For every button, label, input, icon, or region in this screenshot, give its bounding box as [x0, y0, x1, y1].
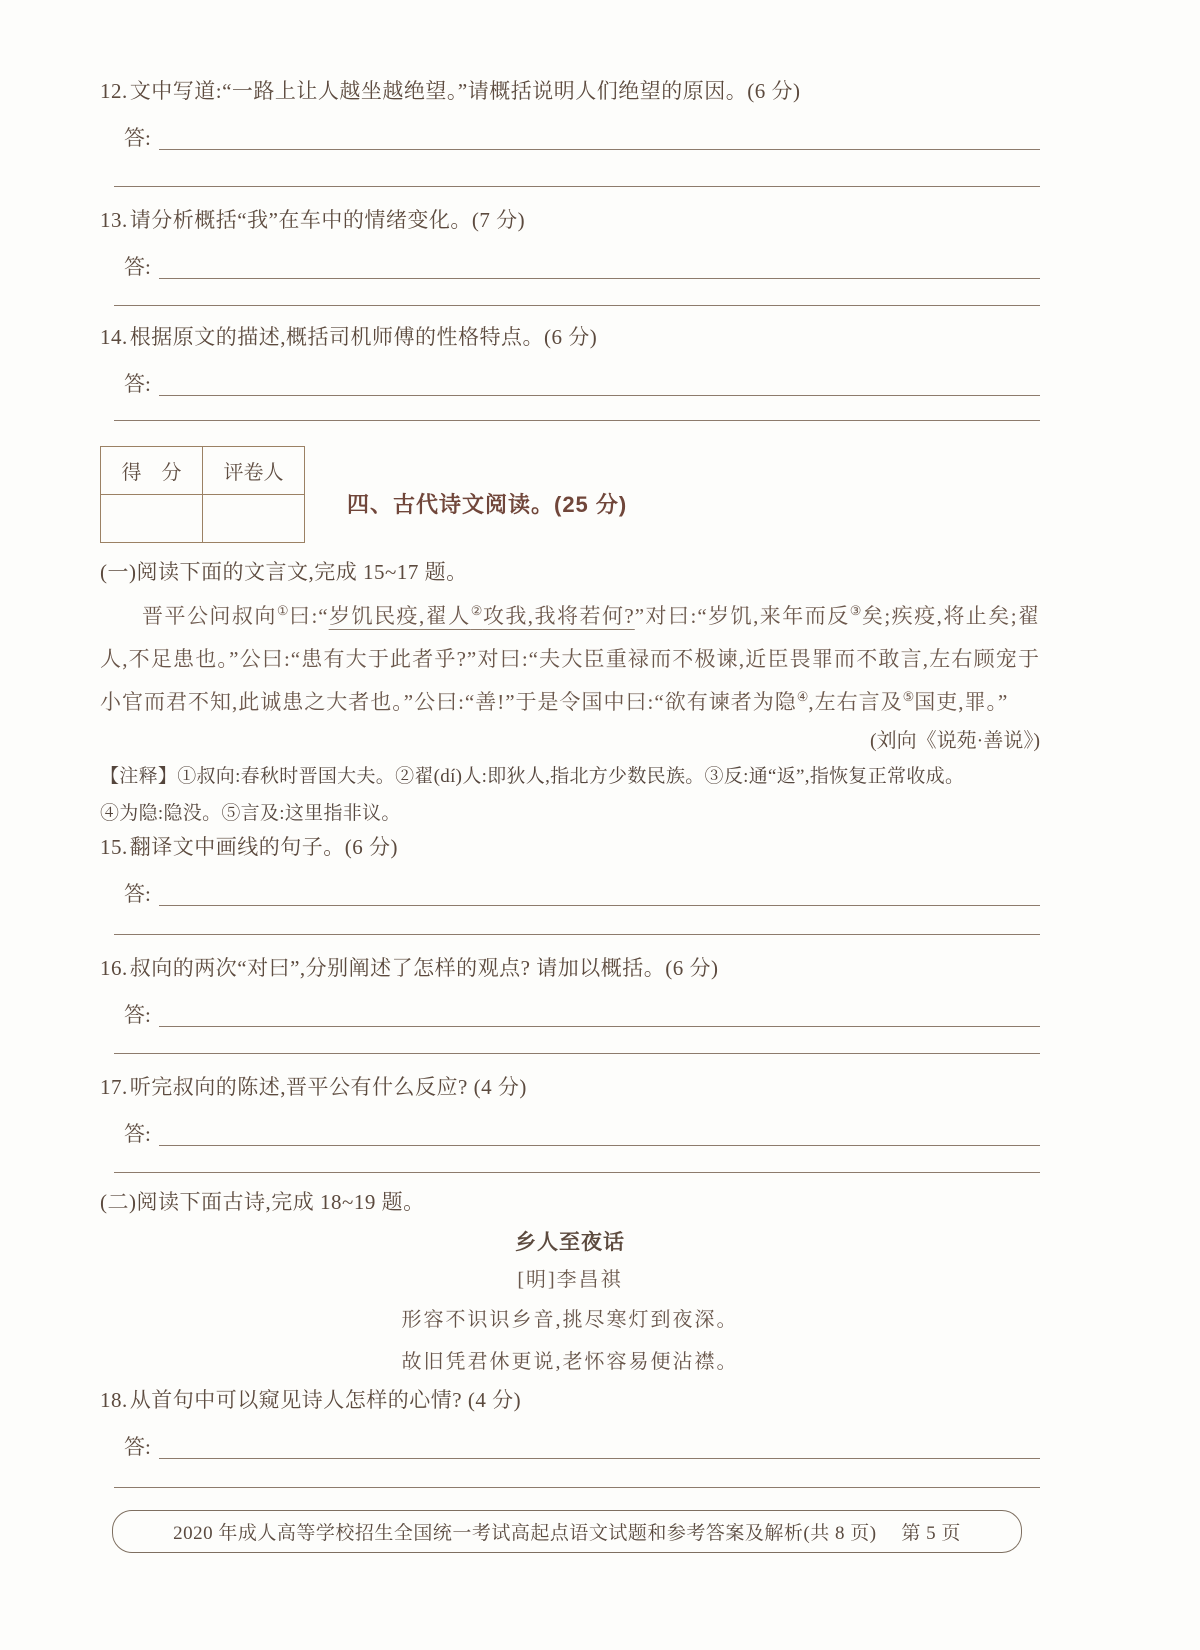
question-15-text: 翻译文中画线的句子。(6 分): [129, 835, 398, 859]
question-14-number: 14.: [100, 325, 128, 349]
answer-line: [114, 305, 1040, 306]
footnote-marker-4: ④: [796, 689, 809, 704]
question-17-answer-row: [124, 1112, 1040, 1146]
footer-text: 2020 年成人高等学校招生全国统一考试高起点语文试题和参考答案及解析(共 8 页) 第 5 页: [173, 1523, 961, 1544]
answer-line: [159, 361, 1040, 396]
answer-label: 答:: [124, 126, 151, 150]
question-17-number: 17.: [100, 1075, 128, 1099]
question-17-text: 听完叔向的陈述,晋平公有什么反应? (4 分): [129, 1075, 527, 1099]
answer-line: [159, 1111, 1040, 1146]
question-12-number: 12.: [100, 79, 128, 103]
poem-line-1: 形容不识识乡音,挑尽寒灯到夜深。: [401, 1309, 739, 1331]
score-header-cell: 得 分: [101, 447, 203, 495]
question-17: [100, 1072, 1040, 1102]
answer-label: 答:: [124, 1435, 151, 1459]
passage-text: 攻我,我将若何?: [482, 604, 635, 628]
question-13-number: 13.: [100, 208, 128, 232]
answer-line: [159, 115, 1040, 150]
page-content: [100, 0, 1040, 1553]
answer-line: [159, 244, 1040, 279]
question-15-answer-row: [124, 872, 1040, 906]
footnote-marker-2: ②: [470, 603, 483, 618]
poem-author: [明]李昌祺: [517, 1269, 623, 1291]
question-13-text: 请分析概括“我”在车中的情绪变化。(7 分): [129, 208, 526, 232]
grader-empty-cell: [203, 495, 305, 543]
question-14-text: 根据原文的描述,概括司机师傅的性格特点。(6 分): [129, 325, 598, 349]
question-12-answer-row: [124, 116, 1040, 150]
question-13-answer-row: [124, 245, 1040, 279]
passage-text: 矣;疾疫,将止矣;翟人,不足患也。”公曰:“患有大于此者乎?”对曰:“夫大臣重禄而不极谏,近臣畏罪而不敢言,左右顾宠于小官而君不知,此诚患之大者也。”公曰:“善!”于是令国中曰:“欲有谏者为隐: [100, 604, 1041, 714]
answer-line: [114, 420, 1040, 421]
section-header-row: [100, 446, 1040, 543]
question-13: [100, 205, 1040, 235]
passage-text: ”对曰:“岁饥,来年而反: [634, 604, 850, 628]
question-15: [100, 832, 1040, 862]
section-title: 四、古代诗文阅读。(25 分): [347, 492, 628, 517]
passage-note-2: ④为隐:隐没。⑤言及:这里指非议。: [100, 803, 401, 824]
question-18-text: 从首句中可以窥见诗人怎样的心情? (4 分): [129, 1388, 522, 1412]
answer-label: 答:: [124, 882, 151, 906]
underlined-sentence: [329, 604, 635, 628]
question-16-text: 叔向的两次“对曰”,分别阐述了怎样的观点? 请加以概括。(6 分): [129, 956, 719, 980]
score-box: [100, 446, 305, 543]
score-empty-cell: [101, 495, 203, 543]
question-14: [100, 322, 1040, 352]
answer-label: 答:: [124, 372, 151, 396]
passage-text: ,左右言及: [808, 690, 903, 714]
question-16-answer-row: [124, 993, 1040, 1027]
question-18-answer-row: [124, 1425, 1040, 1459]
footnote-marker-1: ①: [276, 603, 289, 618]
answer-label: 答:: [124, 255, 151, 279]
page-footer: [112, 1510, 1022, 1553]
classical-passage: [100, 595, 1040, 724]
answer-line: [114, 934, 1040, 935]
question-15-number: 15.: [100, 835, 128, 859]
question-14-answer-row: [124, 362, 1040, 396]
footnote-marker-5: ⑤: [902, 689, 915, 704]
answer-label: 答:: [124, 1122, 151, 1146]
passage-attribution: (刘向《说苑·善说》): [870, 730, 1040, 752]
question-18-number: 18.: [100, 1388, 128, 1412]
question-12: [100, 76, 1040, 106]
passage-text: 岁饥民疫,翟人: [328, 604, 471, 628]
answer-line: [114, 1053, 1040, 1054]
grader-header-cell: 评卷人: [203, 447, 305, 495]
passage-note-1: 【注释】①叔向:春秋时晋国大夫。②翟(dí)人:即狄人,指北方少数民族。③反:通“返”,指恢复正常收成。: [100, 766, 965, 787]
answer-label: 答:: [124, 1003, 151, 1027]
poem-title: 乡人至夜话: [515, 1231, 625, 1254]
answer-line: [114, 186, 1040, 187]
question-18: [100, 1385, 1040, 1415]
answer-line: [159, 1424, 1040, 1459]
answer-line: [159, 992, 1040, 1027]
poem-line-2: 故旧凭君休更说,老怀容易便沾襟。: [401, 1351, 739, 1373]
passage-text: 曰:“: [289, 604, 329, 628]
answer-line: [114, 1487, 1040, 1488]
question-16-number: 16.: [100, 956, 128, 980]
classical-intro: (一)阅读下面的文言文,完成 15~17 题。: [100, 560, 468, 584]
passage-text: 晋平公问叔向: [142, 604, 277, 628]
footnote-marker-3: ③: [849, 603, 862, 618]
passage-text: 国吏,罪。”: [914, 690, 1009, 714]
poetry-intro: (二)阅读下面古诗,完成 18~19 题。: [100, 1190, 425, 1214]
answer-line: [159, 871, 1040, 906]
answer-line: [114, 1172, 1040, 1173]
question-16: [100, 953, 1040, 983]
question-12-text: 文中写道:“一路上让人越坐越绝望。”请概括说明人们绝望的原因。(6 分): [129, 79, 801, 103]
